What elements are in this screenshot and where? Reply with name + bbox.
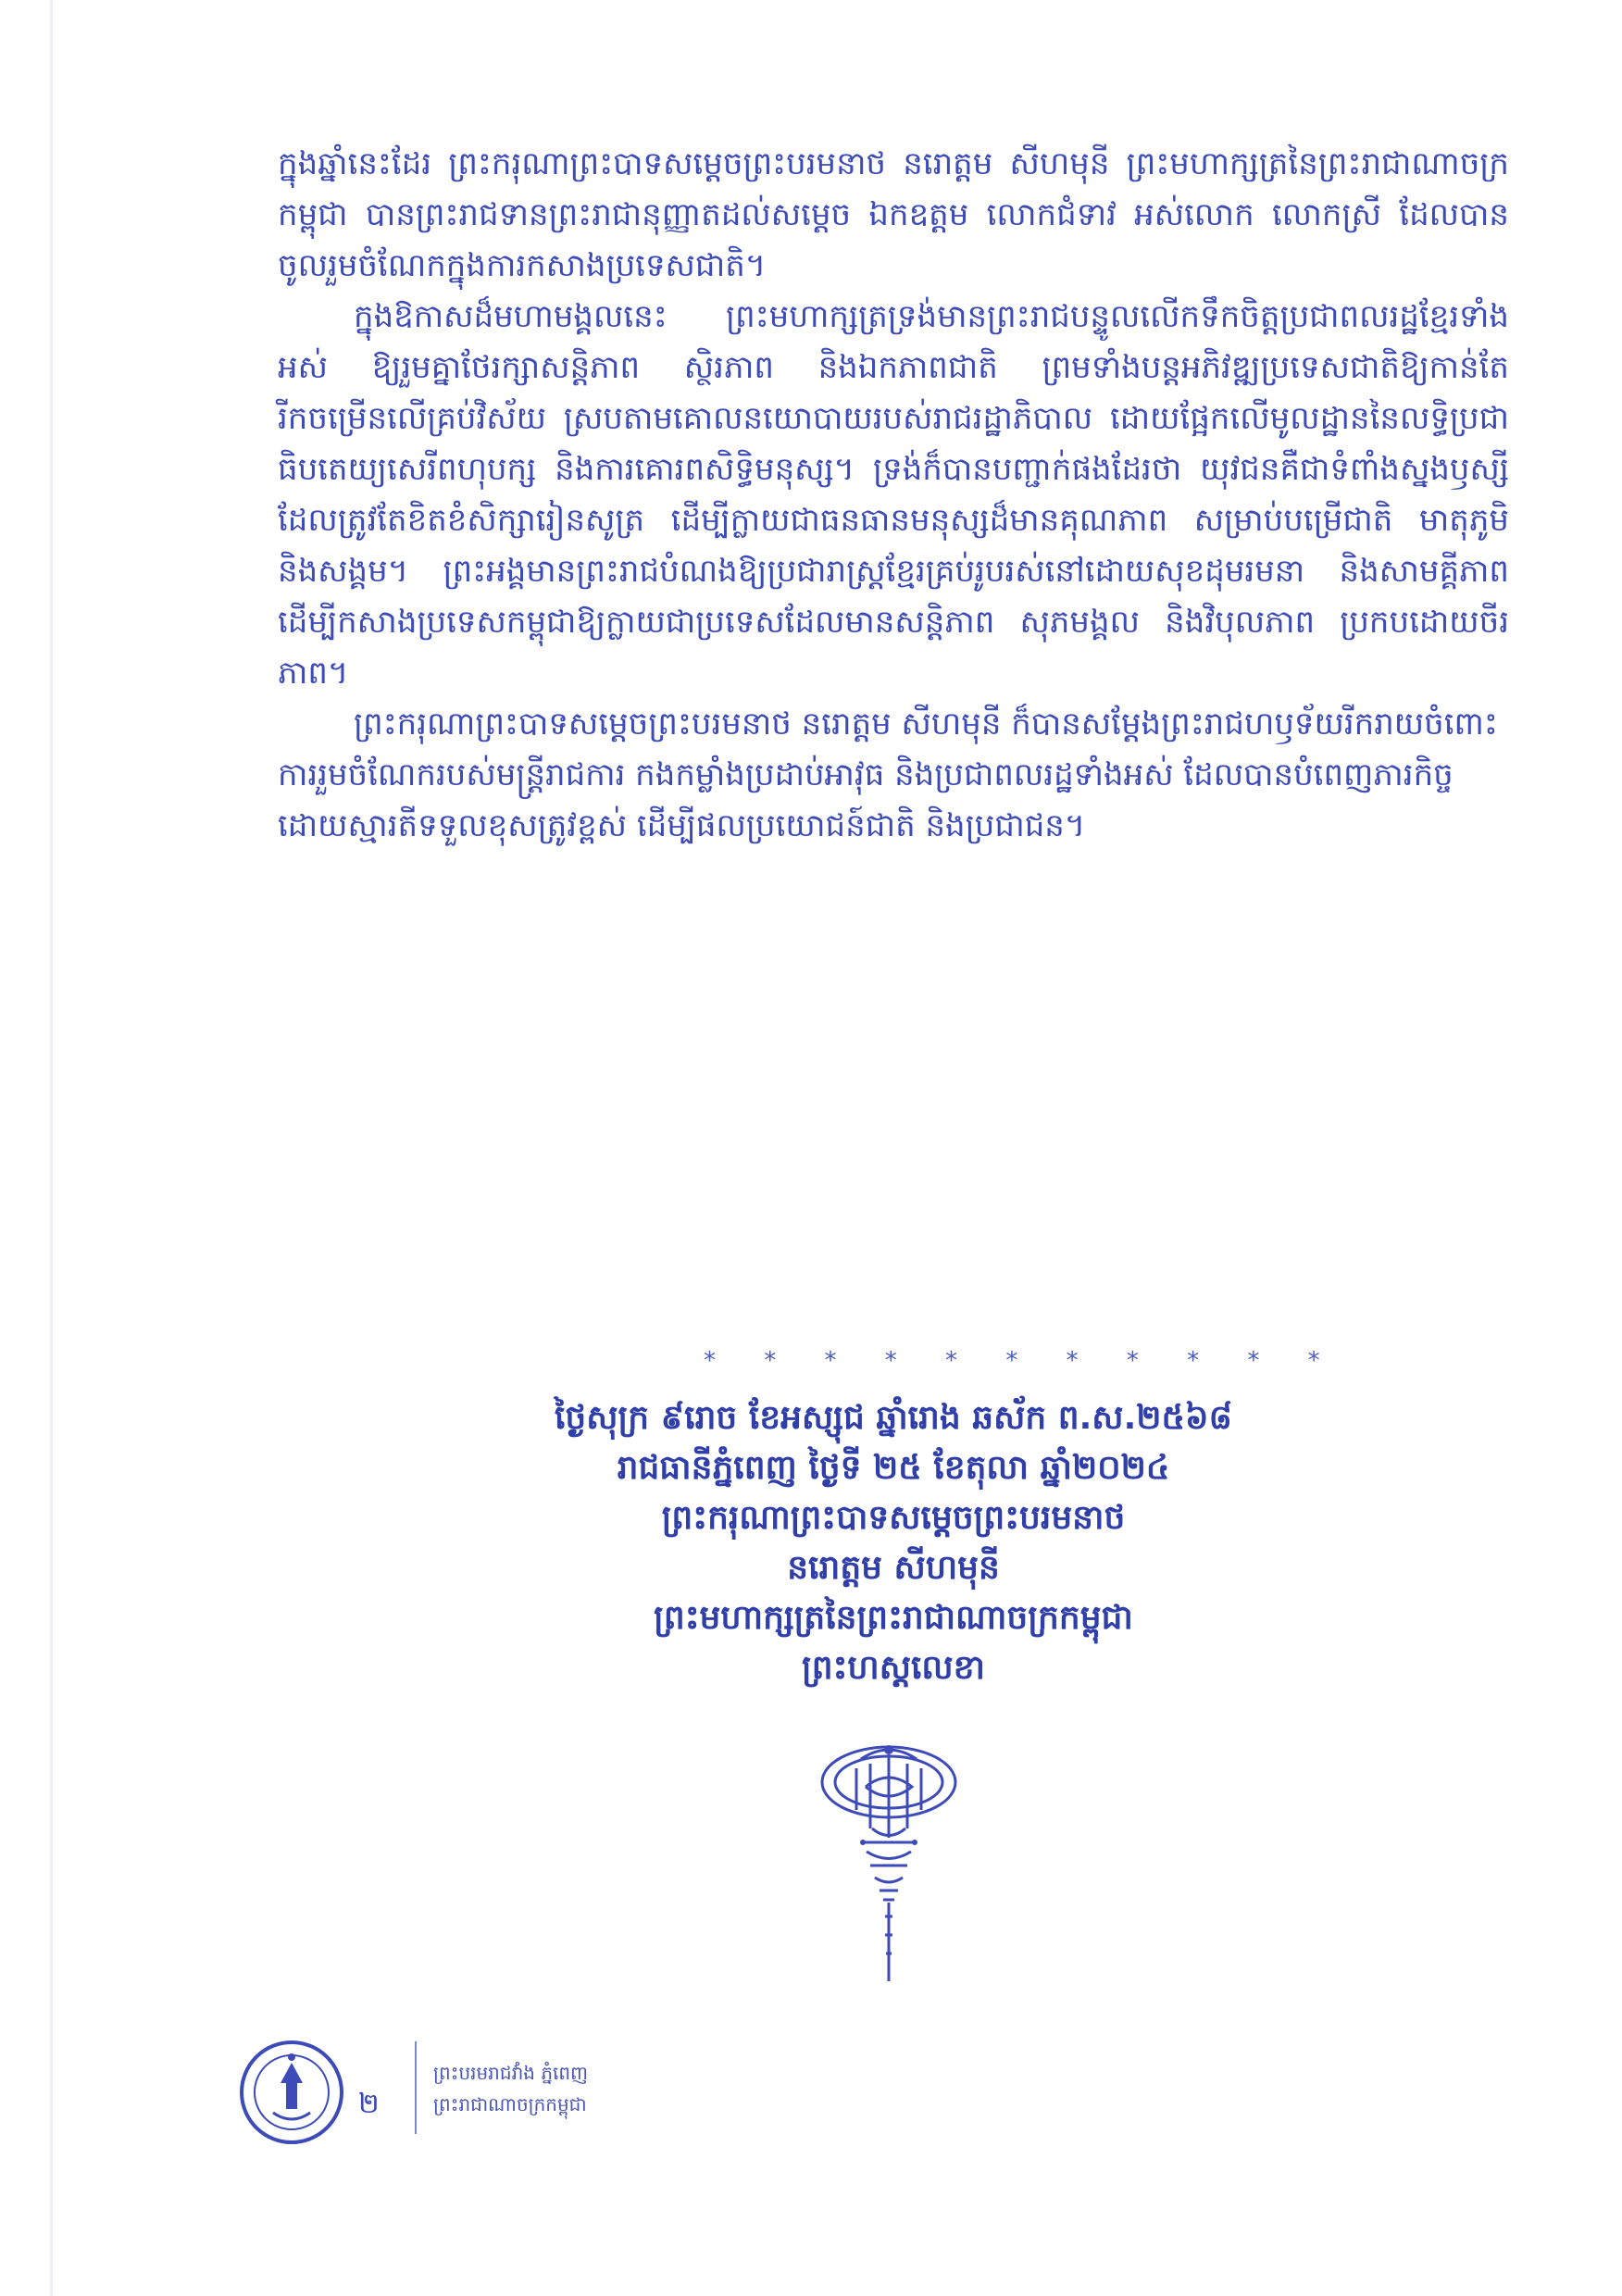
signature-date-lunar: ថ្ងៃសុក្រ ៩រោច ខែអស្សុជ ឆ្នាំរោង ឆស័ក ព.ស.២៥៦៨ xyxy=(555,1399,1232,1437)
signature-date-place: រាជធានីភ្នំពេញ ថ្ងៃទី ២៥ ខែតុលា ឆ្នាំ២០២៤ xyxy=(617,1449,1170,1487)
separator-stars: * * * * * * * * * * * xyxy=(704,1347,1341,1375)
signature-title: ព្រះករុណាព្រះបាទសម្តេចព្រះបរមនាថ xyxy=(661,1499,1126,1537)
page-edge xyxy=(50,0,53,2296)
footer-line-1: ព្រះបរមរាជវាំង ភ្នំពេញ xyxy=(433,2062,589,2084)
paragraph-3: ព្រះករុណាព្រះបាទសម្តេចព្រះបរមនាថ នរោត្តម សីហមុនី ក៏បានសម្តែងព្រះរាជហឫទ័យរីករាយចំពោះការរួមចំណែករបស់មន្ត្រីរាជការ កងកម្លាំងប្រដាប់អាវុធ និងប្រជាពលរដ្ឋទាំងអស់ ដែលបានបំពេញភារកិច្ចដោយស្មារតីទទួលខុសត្រូវខ្ពស់ ដើម្បីផលប្រយោជន៍ជាតិ និងប្រជាជន។ xyxy=(278,705,1498,844)
footer-divider xyxy=(415,2041,417,2134)
signature-mark: ព្រះហស្តលេខា xyxy=(802,1649,985,1687)
letter-body xyxy=(278,139,1509,852)
signature-block xyxy=(278,1393,1509,1693)
paragraph-1: ក្នុងឆ្នាំនេះដែរ ព្រះករុណាព្រះបាទសម្តេចព្រះបរមនាថ នរោត្តម សីហមុនី ព្រះមហាក្សត្រនៃព្រះរាជាណាចក្រកម្ពុជា បានព្រះរាជទានព្រះរាជានុញ្ញាតដល់សម្តេច ឯកឧត្តម លោកជំទាវ អស់លោក លោកស្រី ដែលបានចូលរួមចំណែកក្នុងការកសាងប្រទេសជាតិ។ xyxy=(278,145,1509,284)
royal-monogram-emblem-icon xyxy=(805,1731,972,1990)
signature-name: នរោត្តម សីហមុនី xyxy=(787,1549,1000,1587)
page-number: ២ xyxy=(358,2088,380,2120)
royal-palace-seal-icon xyxy=(236,2037,347,2148)
signature-role: ព្រះមហាក្សត្រនៃព្រះរាជាណាចក្រកម្ពុជា xyxy=(654,1599,1133,1637)
footer-line-2: ព្រះរាជាណាចក្រកម្ពុជា xyxy=(433,2093,587,2115)
paragraph-2: ក្នុងឱកាសដ៏មហាមង្គលនេះ ព្រះមហាក្សត្រទ្រង់មានព្រះរាជបន្ទូលលើកទឹកចិត្តប្រជាពលរដ្ឋខ្មែរទាំងអស់ ឱ្យរួមគ្នាថែរក្សាសន្តិភាព ស្ថិរភាព និងឯកភាពជាតិ ព្រមទាំងបន្តអភិវឌ្ឍប្រទេសជាតិឱ្យកាន់តែរីកចម្រើនលើគ្រប់វិស័យ ស្របតាមគោលនយោបាយរបស់រាជរដ្ឋាភិបាល ដោយផ្អែកលើមូលដ្ឋាននៃលទ្ធិប្រជាធិបតេយ្យសេរីពហុបក្ស និងការគោរពសិទ្ធិមនុស្ស។ ទ្រង់ក៏បានបញ្ជាក់ផងដែរថា យុវជនគឺជាទំពាំងស្នងឫស្សី ដែលត្រូវតែខិតខំសិក្សារៀនសូត្រ ដើម្បីក្លាយជាធនធានមនុស្សដ៏មានគុណភាព សម្រាប់បម្រើជាតិ មាតុភូមិ និងសង្គម។ ព្រះអង្គមានព្រះរាជបំណងឱ្យប្រជារាស្ត្រខ្មែរគ្រប់រូបរស់នៅដោយសុខដុមរមនា និងសាមគ្គីភាព ដើម្បីកសាងប្រទេសកម្ពុជាឱ្យក្លាយជាប្រទេសដែលមានសន្តិភាព សុភមង្គល និងវិបុលភាព ប្រកបដោយចីរភាព។ xyxy=(278,298,1509,692)
footer-address xyxy=(433,2057,588,2120)
